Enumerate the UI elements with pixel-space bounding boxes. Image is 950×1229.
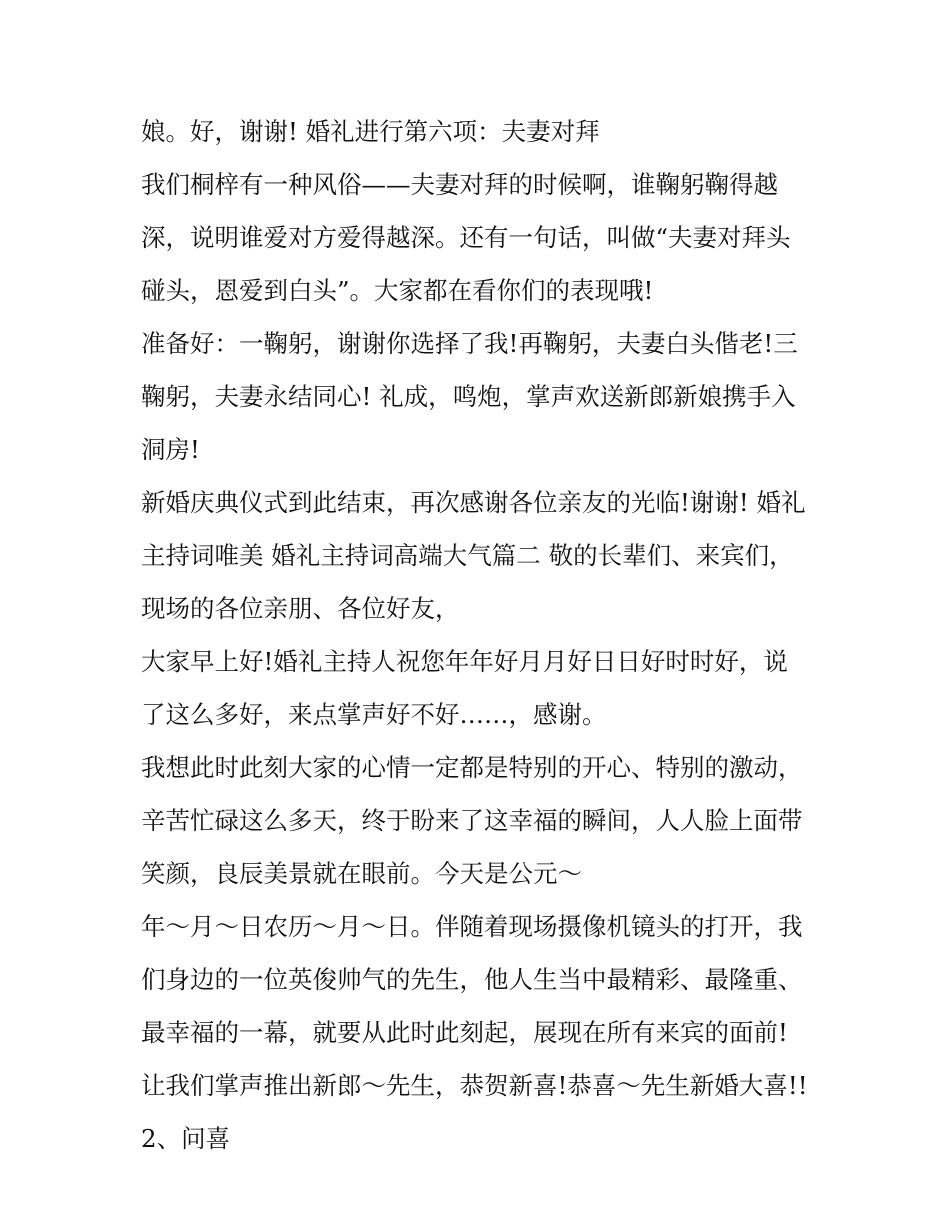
text-line: 了这么多好，来点掌声好不好……，感谢。 <box>141 700 607 729</box>
text-line: 现场的各位亲朋、各位好友， <box>141 594 460 623</box>
text-line: 最幸福的一幕，就要从此时此刻起，展现在所有来宾的面前! <box>141 1018 788 1047</box>
text-line: 大家早上好!婚礼主持人祝您年年好月月好日日好时时好，说 <box>141 647 788 676</box>
text-line: 洞房! <box>141 435 200 464</box>
text-line: 让我们掌声推出新郎～先生，恭贺新喜!恭喜～先生新婚大喜!! <box>141 1071 808 1100</box>
text-line: 深，说明谁爱对方爱得越深。还有一句话，叫做“夫妻对拜头 <box>141 223 791 252</box>
text-line: 年～月～日农历～月～日。伴随着现场摄像机镜头的打开，我 <box>141 912 803 941</box>
text-line: 鞠躬，夫妻永结同心! 礼成，鸣炮，掌声欢送新郎新娘携手入 <box>141 382 796 411</box>
text-line: 碰头，恩爱到白头”。大家都在看你们的表现哦! <box>141 276 654 305</box>
text-line: 辛苦忙碌这么多天，终于盼来了这幸福的瞬间，人人脸上面带 <box>141 806 803 835</box>
document-body <box>141 105 831 1165</box>
text-line: 我想此时此刻大家的心情一定都是特别的开心、特别的激动， <box>141 753 803 782</box>
text-line: 主持词唯美 婚礼主持词高端大气篇二 敬的长辈们、来宾们， <box>141 541 794 570</box>
text-line: 新婚庆典仪式到此结束，再次感谢各位亲友的光临!谢谢! 婚礼 <box>141 488 806 517</box>
text-line: 准备好：一鞠躬，谢谢你选择了我!再鞠躬，夫妻白头偕老!三 <box>141 329 798 358</box>
text-line: 我们桐梓有一种风俗——夫妻对拜的时候啊，谁鞠躬鞠得越 <box>141 170 778 199</box>
section-heading: 2、问喜 <box>141 1124 231 1153</box>
text-line: 笑颜，良辰美景就在眼前。今天是公元～ <box>141 859 582 888</box>
text-line: 娘。好，谢谢! 婚礼进行第六项：夫妻对拜 <box>141 117 600 146</box>
text-line: 们身边的一位英俊帅气的先生，他人生当中最精彩、最隆重、 <box>141 965 803 994</box>
